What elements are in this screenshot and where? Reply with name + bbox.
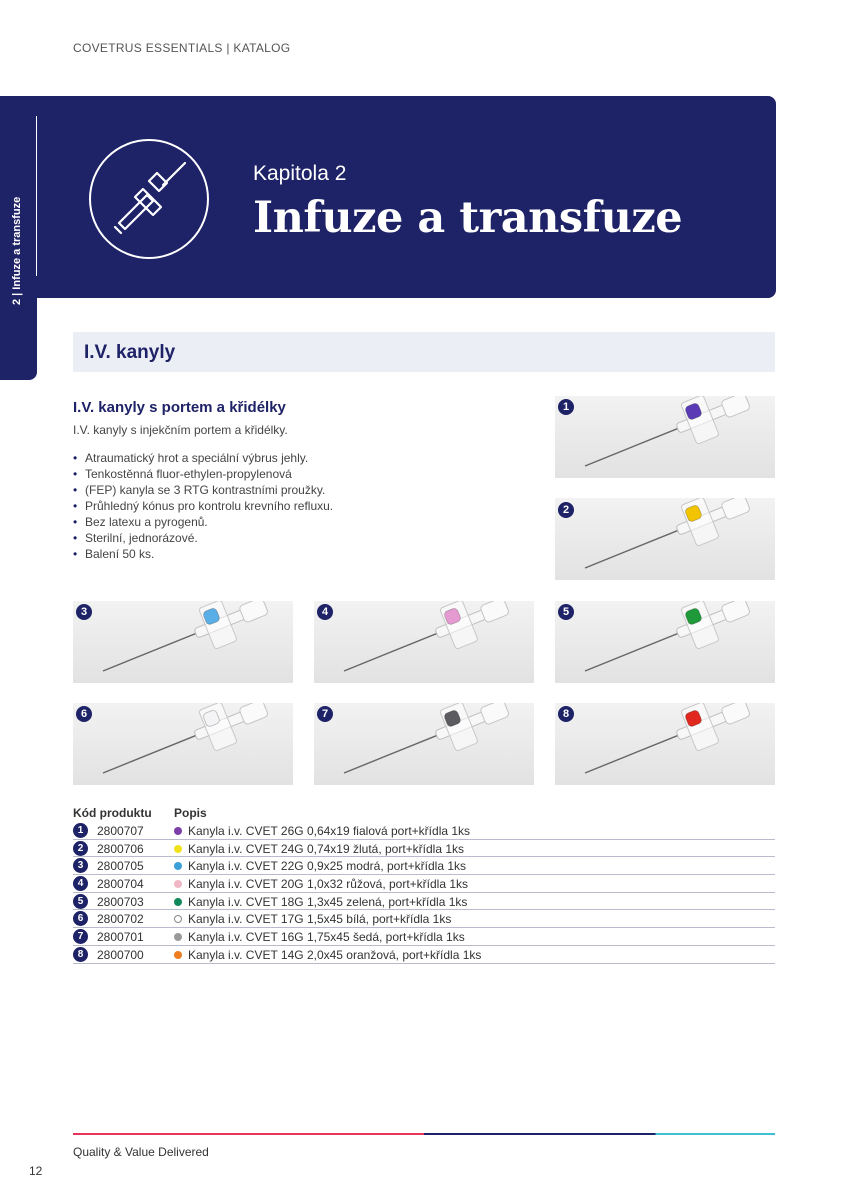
footer-divider: [73, 1133, 775, 1135]
product-description: I.V. kanyly s injekčním portem a křidélky.: [73, 423, 288, 437]
product-code: 2800707: [97, 824, 144, 838]
color-dot: [174, 845, 182, 853]
row-number-badge: 2: [73, 841, 88, 856]
product-code: 2800705: [97, 859, 144, 874]
product-table: [73, 806, 775, 964]
color-dot: [174, 862, 182, 870]
photo-number-badge: 2: [558, 502, 574, 518]
feature-item: • Balení 50 ks.: [73, 546, 393, 562]
photo-number-badge: 7: [317, 706, 333, 722]
section-title: I.V. kanyly: [84, 342, 176, 363]
feature-item: • Tenkostěnná fluor-ethylen-propylenová: [73, 466, 393, 482]
row-number-badge: 6: [73, 911, 88, 926]
product-photo-3: [73, 601, 293, 683]
product-photo-4: [314, 601, 534, 683]
product-code: 2800700: [97, 947, 144, 962]
color-dot: [174, 915, 182, 923]
cannula-illustration: [555, 396, 775, 478]
chapter-number: Kapitola 2: [253, 162, 347, 185]
cannula-illustration: [555, 601, 775, 683]
color-dot: [174, 951, 182, 959]
product-photo-5: [555, 601, 775, 683]
product-photo-2: [555, 498, 775, 580]
row-number-badge: 5: [73, 894, 88, 909]
color-dot: [174, 898, 182, 906]
feature-list: [73, 450, 393, 562]
product-code: 2800706: [97, 841, 144, 856]
cannula-illustration: [73, 601, 293, 683]
page-number: 12: [29, 1164, 43, 1178]
photo-number-badge: 6: [76, 706, 92, 722]
photo-number-badge: 4: [317, 604, 333, 620]
color-dot: [174, 827, 182, 835]
photo-number-badge: 5: [558, 604, 574, 620]
product-code: 2800701: [97, 930, 144, 945]
table-row: [73, 822, 775, 840]
product-photo-1: [555, 396, 775, 478]
cannula-illustration: [314, 601, 534, 683]
table-row: [73, 893, 775, 911]
row-number-badge: 1: [73, 823, 88, 838]
table-row: [73, 857, 775, 875]
feature-item: • Bez latexu a pyrogenů.: [73, 514, 393, 530]
cannula-illustration: [314, 703, 534, 785]
chapter-title: Infuze a transfuze: [253, 193, 683, 243]
row-number-badge: 4: [73, 876, 88, 891]
table-row: [73, 946, 775, 964]
product-photo-8: [555, 703, 775, 785]
catalog-header: COVETRUS ESSENTIALS | KATALOG: [73, 41, 291, 55]
product-photo-6: [73, 703, 293, 785]
feature-item: • Atraumatický hrot a speciální výbrus jehly.: [73, 450, 393, 466]
product-code: 2800703: [97, 894, 144, 909]
row-number-badge: 3: [73, 858, 88, 873]
product-code: 2800702: [97, 912, 144, 927]
column-header-description: Popis: [174, 806, 207, 820]
product-description-cell: Kanyla i.v. CVET 16G 1,75x45 šedá, port+křídla 1ks: [188, 930, 465, 945]
product-description-cell: Kanyla i.v. CVET 14G 2,0x45 oranžová, port+křídla 1ks: [188, 947, 482, 962]
row-number-badge: 8: [73, 947, 88, 962]
cannula-illustration: [555, 498, 775, 580]
photo-number-badge: 8: [558, 706, 574, 722]
table-header: [73, 806, 775, 822]
iv-cannula-icon: [89, 139, 209, 259]
cannula-illustration: [73, 703, 293, 785]
section-bar: [73, 332, 775, 372]
side-tab-label: 2 | Infuze a transfuze: [11, 196, 23, 305]
photo-number-badge: 1: [558, 399, 574, 415]
column-header-code: Kód produktu: [73, 806, 152, 820]
cannula-illustration: [555, 703, 775, 785]
feature-item: • (FEP) kanyla se 3 RTG kontrastními proužky.: [73, 482, 393, 498]
feature-item: • Sterilní, jednorázové.: [73, 530, 393, 546]
product-description-cell: Kanyla i.v. CVET 24G 0,74x19 žlutá, port+křídla 1ks: [188, 841, 465, 856]
table-row: [73, 928, 775, 946]
table-row: [73, 840, 775, 858]
product-title: I.V. kanyly s portem a křidélky: [73, 399, 286, 416]
color-dot: [174, 880, 182, 888]
product-photo-7: [314, 703, 534, 785]
footer-tagline: Quality & Value Delivered: [73, 1145, 209, 1159]
photo-number-badge: 3: [76, 604, 92, 620]
product-description-cell: Kanyla i.v. CVET 17G 1,5x45 bílá, port+křídla 1ks: [188, 912, 452, 927]
color-dot: [174, 933, 182, 941]
product-description-cell: Kanyla i.v. CVET 18G 1,3x45 zelená, port+křídla 1ks: [188, 894, 468, 909]
product-code: 2800704: [97, 877, 144, 892]
product-description-cell: Kanyla i.v. CVET 22G 0,9x25 modrá, port+křídla 1ks: [188, 859, 467, 874]
product-description-cell: Kanyla i.v. CVET 26G 0,64x19 fialová port+křídla 1ks: [188, 824, 471, 838]
table-row: [73, 910, 775, 928]
row-number-badge: 7: [73, 929, 88, 944]
table-row: [73, 875, 775, 893]
product-description-cell: Kanyla i.v. CVET 20G 1,0x32 růžová, port+křídla 1ks: [188, 877, 469, 892]
feature-item: • Průhledný kónus pro kontrolu krevního refluxu.: [73, 498, 393, 514]
